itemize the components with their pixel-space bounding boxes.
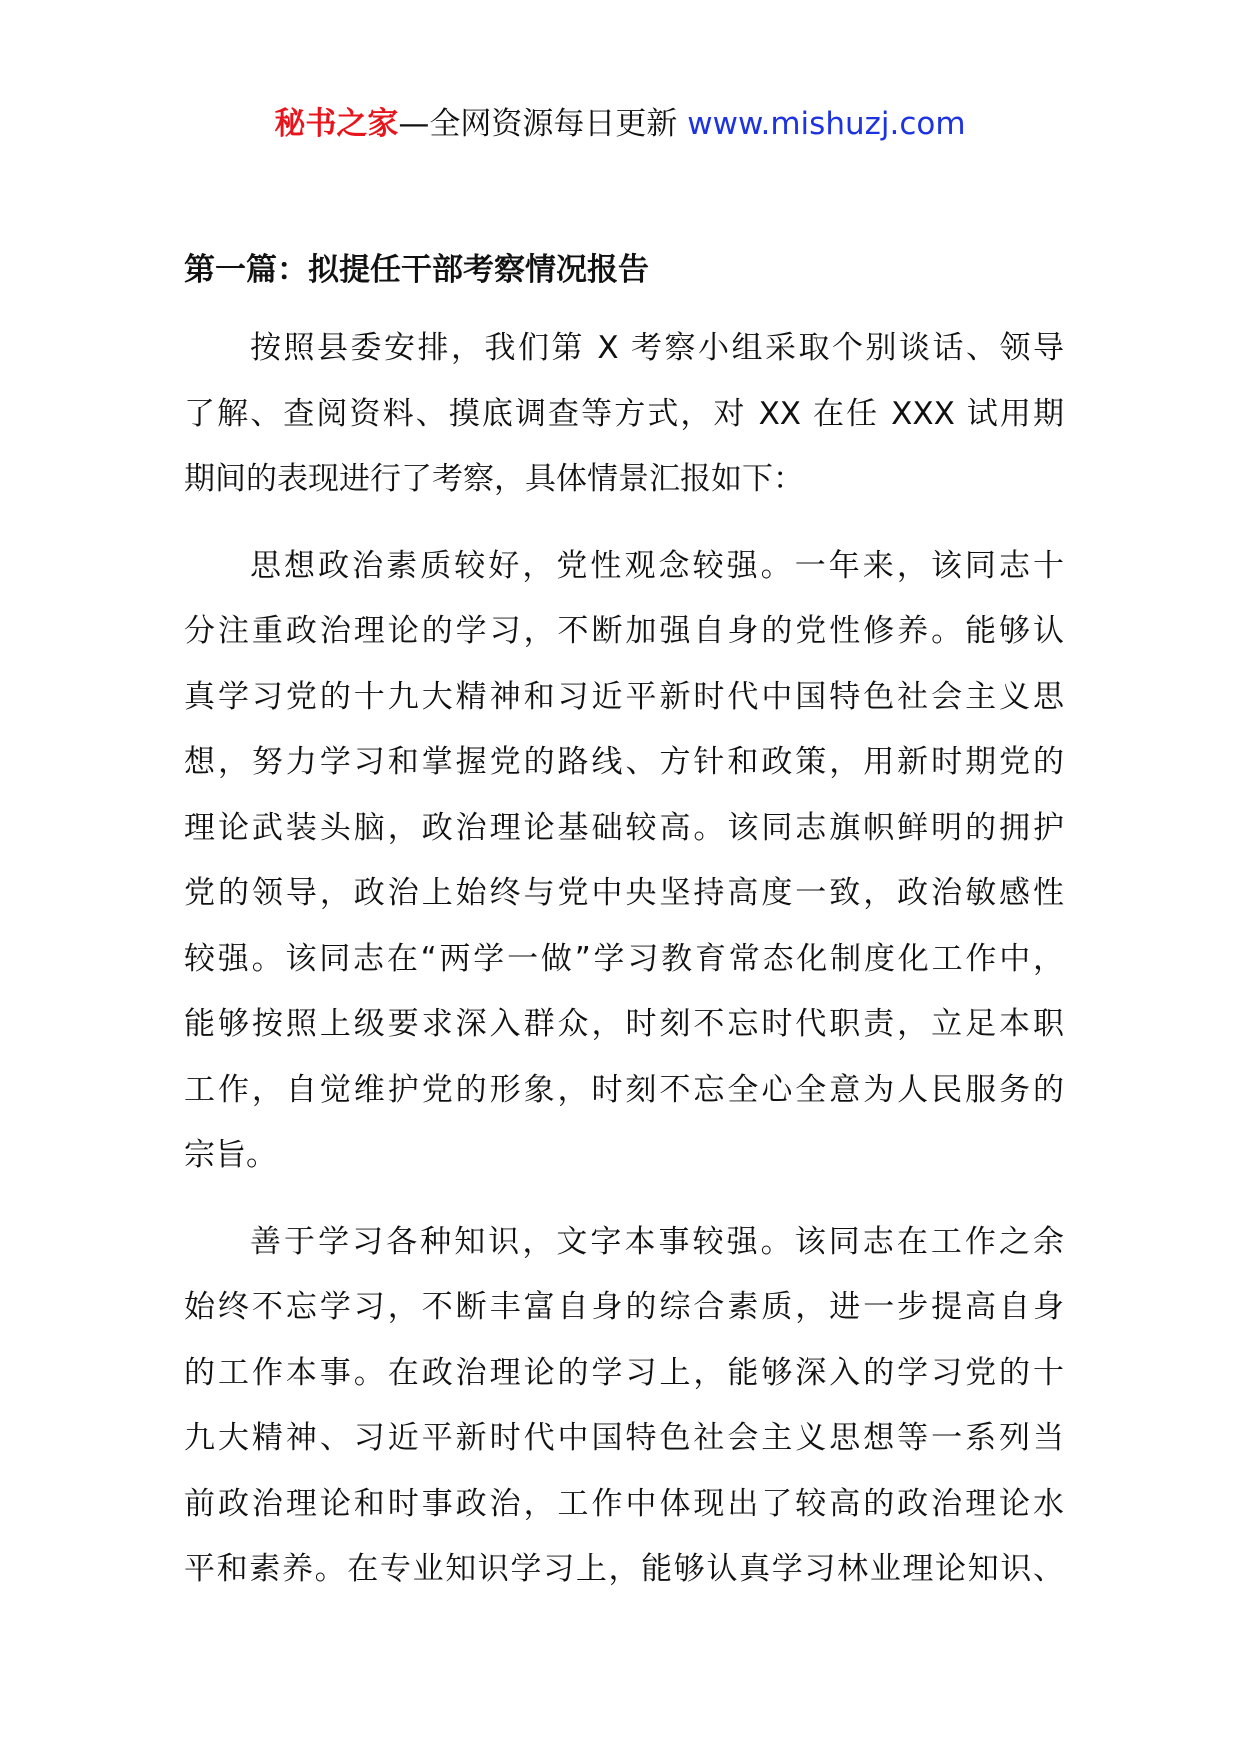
- paragraph-line: 前政治理论和时事政治，工作中体现出了较高的政治理论水: [184, 1485, 1064, 1522]
- paragraph-3: [184, 1210, 1064, 1603]
- document-title: 第一篇：拟提任干部考察情况报告: [184, 252, 649, 288]
- site-url-link[interactable]: www.mishuzj.com: [687, 106, 966, 142]
- brand-name: 秘书之家: [274, 106, 399, 142]
- paragraph-line: 理论武装头脑，政治理论基础较高。该同志旗帜鲜明的拥护: [184, 809, 1064, 846]
- paragraph-line: 党的领导，政治上始终与党中央坚持高度一致，政治敏感性: [184, 875, 1064, 911]
- paragraph-line: 了解、查阅资料、摸底调查等方式，对 XX 在任 XXX 试用期: [184, 395, 1064, 432]
- paragraph-line: 九大精神、习近平新时代中国特色社会主义思想等一系列当: [184, 1420, 1064, 1456]
- header-tagline: —全网资源每日更新: [398, 106, 688, 142]
- paragraph-line: 能够按照上级要求深入群众，时刻不忘时代职责，立足本职: [184, 1006, 1064, 1042]
- paragraph-line: 的工作本事。在政治理论的学习上，能够深入的学习党的十: [184, 1354, 1064, 1391]
- paragraph-line: 平和素养。在专业知识学习上，能够认真学习林业理论知识、: [184, 1551, 1064, 1587]
- paragraph-line: 真学习党的十九大精神和习近平新时代中国特色社会主义思: [184, 678, 1064, 715]
- paragraph-line: 较强。该同志在“两学一做”学习教育常态化制度化工作中，: [184, 940, 1064, 977]
- paragraph-line: 始终不忘学习，不断丰富自身的综合素质，进一步提高自身: [184, 1289, 1064, 1325]
- paragraph-line: 想，努力学习和掌握党的路线、方针和政策，用新时期党的: [184, 744, 1064, 780]
- paragraph-1: [184, 316, 1064, 513]
- document-body: [184, 316, 1064, 1624]
- paragraph-line: 工作，自觉维护党的形象，时刻不忘全心全意为人民服务的: [184, 1071, 1064, 1108]
- site-header: [0, 104, 1240, 144]
- paragraph-line: 按照县委安排，我们第 X 考察小组采取个别谈话、领导: [250, 330, 1064, 366]
- paragraph-line: 宗旨。: [184, 1137, 277, 1173]
- paragraph-line: 思想政治素质较好，党性观念较强。一年来，该同志十: [250, 547, 1064, 584]
- paragraph-line: 善于学习各种知识，文字本事较强。该同志在工作之余: [250, 1223, 1064, 1260]
- paragraph-2: [184, 534, 1064, 1189]
- paragraph-line: 期间的表现进行了考察，具体情景汇报如下：: [184, 461, 804, 497]
- paragraph-line: 分注重政治理论的学习，不断加强自身的党性修养。能够认: [184, 613, 1064, 649]
